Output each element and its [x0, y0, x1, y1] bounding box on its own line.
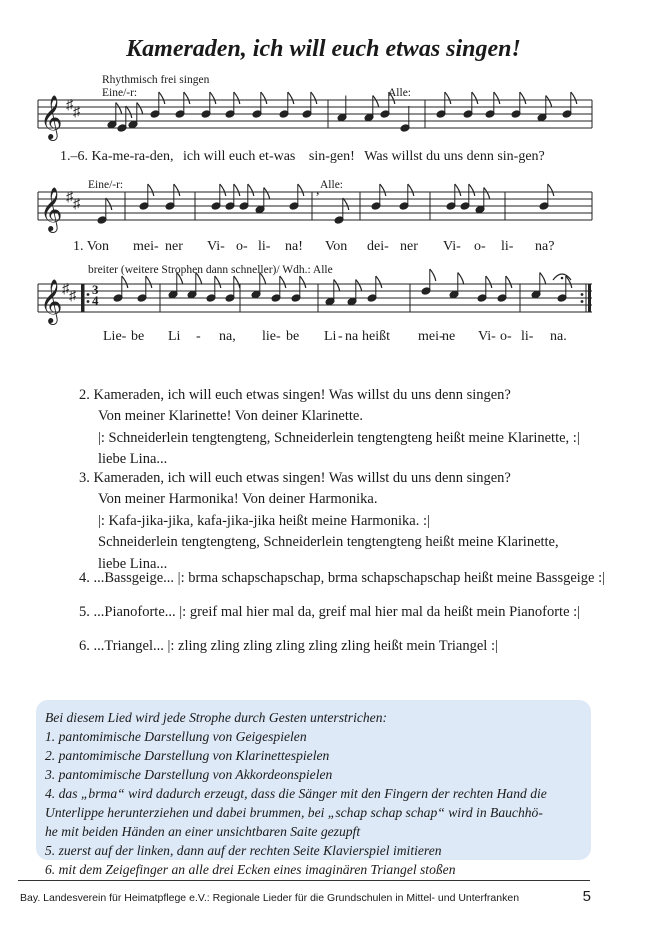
- note-flag: [469, 184, 475, 196]
- note-flag: [430, 269, 436, 281]
- notes-item: 1. pantomimische Darstellung von Geigespielen: [45, 729, 307, 744]
- lyric-2-9: dei-: [367, 239, 389, 254]
- lyric-3-14: Vi-: [478, 329, 496, 344]
- lyric-2-6: li-: [258, 239, 271, 254]
- tempo-marking: Rhythmisch frei singen: [102, 74, 210, 86]
- note-flag: [300, 276, 306, 288]
- note-flag: [248, 184, 254, 196]
- notes-item: 4. das „brma“ wird dadurch erzeugt, dass die Sänger mit den Fingern der rechten Hand die: [45, 786, 547, 801]
- music-staff-2: [0, 182, 647, 242]
- svg-text:,: ,: [316, 183, 320, 198]
- note-flag: [380, 184, 386, 196]
- note-flag: [376, 276, 382, 288]
- lyric-1: 1.–6. Ka-me-ra-den,: [60, 149, 174, 164]
- lyric-3-10: na: [345, 329, 359, 344]
- note-flag: [264, 188, 270, 200]
- lyric-8: willst: [391, 149, 423, 164]
- note-flag: [356, 280, 362, 292]
- svg-text:𝄞: 𝄞: [40, 187, 63, 231]
- note-flag: [220, 184, 226, 196]
- stanza-line: liebe Lina...: [98, 451, 168, 468]
- svg-text:𝄞: 𝄞: [40, 279, 63, 323]
- lyric-3-1: Lie-: [103, 329, 127, 344]
- time-sig-top: 3: [92, 282, 99, 297]
- note-flag: [540, 273, 546, 285]
- note-flag: [260, 273, 266, 285]
- note-flag: [106, 198, 112, 210]
- note-flag: [408, 184, 414, 196]
- note-flag: [210, 92, 216, 104]
- note-flag: [215, 276, 221, 288]
- notes-item: 3. pantomimische Darstellung von Akkordeonspielen: [45, 767, 333, 782]
- svg-text:♯: ♯: [73, 105, 80, 120]
- note-flag: [288, 92, 294, 104]
- stanza-line: Von meiner Klarinette! Von deiner Klarinette.: [98, 408, 363, 425]
- lyric-3-6: lie-: [262, 329, 281, 344]
- notes-item: 5. zuerst auf der linken, dann auf der rechten Seite Klavierspiel imitieren: [45, 843, 442, 858]
- lyric-5: et-was: [258, 149, 296, 164]
- note-flag: [280, 276, 286, 288]
- lyric-3-3: Li: [168, 329, 181, 344]
- note-flag: [455, 184, 461, 196]
- lyric-3-4: -: [196, 329, 201, 344]
- stanza-line: Von meiner Harmonika! Von deiner Harmonika.: [98, 491, 378, 508]
- lyric-4: euch: [228, 149, 256, 164]
- tutti-marking-2: Alle:: [320, 179, 343, 191]
- lyric-2-2: mei-: [133, 239, 159, 254]
- lyric-2-10: ner: [400, 239, 418, 254]
- footer-divider: [18, 880, 590, 881]
- lyric-3-8: Li: [324, 329, 337, 344]
- solo-marking-2: Eine/-r:: [88, 179, 124, 191]
- lyric-2-13: li-: [501, 239, 514, 254]
- lyric-3-12: mei-: [418, 329, 444, 344]
- note-flag: [137, 103, 143, 115]
- lyric-2-3: ner: [165, 239, 183, 254]
- lyric-2-14: na?: [535, 239, 555, 254]
- notes-item: 2. pantomimische Darstellung von Klarinettespielen: [45, 748, 330, 763]
- note-flag: [122, 276, 128, 288]
- note-flag: [298, 184, 304, 196]
- note-flag: [494, 92, 500, 104]
- note-flag: [116, 103, 122, 115]
- note-flag: [445, 92, 451, 104]
- note-flag: [334, 280, 340, 292]
- note-flag: [234, 184, 240, 196]
- lyric-2-8: Von: [325, 239, 348, 254]
- note-flag: [486, 276, 492, 288]
- lyric-2-5: o-: [236, 239, 248, 254]
- note-flag: [148, 184, 154, 196]
- svg-text:𝄞: 𝄞: [40, 95, 63, 139]
- lyric-3-2: be: [131, 329, 145, 344]
- note-flag: [389, 92, 395, 104]
- note-flag: [458, 273, 464, 285]
- svg-text:♯: ♯: [62, 282, 69, 297]
- notes-heading: Bei diesem Lied wird jede Strophe durch Gesten unterstrichen:: [45, 710, 388, 725]
- stanza-line: liebe Lina...: [98, 555, 168, 572]
- lyric-3-17: na.: [550, 329, 567, 344]
- stanza-line: 2. Kameraden, ich will euch etwas singen! Was willst du uns denn singen?: [79, 387, 511, 403]
- lyric-10: uns: [443, 149, 464, 164]
- stanza-line: 3. Kameraden, ich will euch etwas singen! Was willst du uns denn singen?: [79, 470, 511, 486]
- solo-marking: Eine/-r:: [102, 87, 138, 99]
- stanza-2: [79, 385, 580, 471]
- gesture-notes-text: [45, 708, 547, 879]
- lyric-3-15: o-: [500, 329, 512, 344]
- lyric-7: Was: [364, 149, 389, 164]
- svg-text:♯: ♯: [69, 289, 76, 304]
- tutti-marking: Alle:: [388, 87, 411, 99]
- lyric-3-5: na,: [219, 329, 236, 344]
- note-flag: [343, 198, 349, 210]
- note-flag: [174, 184, 180, 196]
- song-title: Kameraden, ich will euch etwas singen!: [126, 36, 521, 62]
- note-flag: [472, 92, 478, 104]
- note-flag: [196, 273, 202, 285]
- stanza-5: 5. ...Pianoforte... |: greif mal hier mal da, greif mal hier mal da heißt mein Pianoforte :|: [79, 604, 581, 620]
- music-staff-1: [0, 90, 647, 150]
- note-flag: [234, 92, 240, 104]
- note-flag: [177, 273, 183, 285]
- lyric-11: denn: [466, 149, 494, 164]
- note-flag: [506, 276, 512, 288]
- stanza-line: |: Kafa-jika-jika, kafa-jika-jika heißt meine Harmonika. :|: [98, 512, 430, 529]
- lyric-3-13: ne: [442, 329, 456, 344]
- footer-text: Bay. Landesverein für Heimatpflege e.V.: Regionale Lieder für die Grundschulen in Mittel- und Unterfranken: [20, 892, 520, 904]
- stanza-4: 4. ...Bassgeige... |: brma schapschapschap, brma schapschapschap heißt meine Bassgeige :|: [79, 570, 606, 586]
- lyric-12: sin-gen?: [497, 149, 545, 164]
- note-flag: [373, 96, 379, 108]
- time-signature: [92, 284, 99, 306]
- stanza-line: |: Schneiderlein tengtengteng, Schneiderlein tengtengteng heißt meine Klarinette, :|: [98, 429, 580, 446]
- stanza-line: Schneiderlein tengtengteng, Schneiderlein tengtengteng heißt meine Klarinette,: [98, 534, 559, 551]
- note-flag: [520, 92, 526, 104]
- svg-text:♯: ♯: [66, 190, 73, 205]
- lyric-2-11: Vi-: [443, 239, 461, 254]
- note-flag: [484, 188, 490, 200]
- note-flag: [184, 92, 190, 104]
- note-flag: [126, 106, 132, 118]
- lyric-2-1: 1. Von: [73, 239, 110, 254]
- lyric-9: du: [426, 149, 441, 164]
- note-flag: [311, 92, 317, 104]
- lyric-3-7: be: [286, 329, 300, 344]
- svg-text:♯: ♯: [66, 98, 73, 113]
- lyrics-line-1: [60, 149, 545, 165]
- lyric-3-11: heißt: [362, 329, 390, 344]
- notes-item: 6. mit dem Zeigefinger an alle drei Ecken eines imaginären Triangel stoßen: [45, 862, 456, 877]
- page-number: 5: [582, 888, 591, 905]
- notes-item: Unterlippe herunterziehen und dabei brummen, bei „schap schap schap“ wird in Bauchhö-: [45, 805, 543, 820]
- note-flag: [571, 92, 577, 104]
- lyric-6: sin-gen!: [308, 149, 355, 164]
- note-flag: [159, 92, 165, 104]
- stanza-6: 6. ...Triangel... |: zling zling zling zling zling zling heißt mein Triangel :|: [79, 638, 498, 654]
- tempo-direction: breiter (weitere Strophen dann schneller)/ Wdh.: Alle: [88, 264, 333, 276]
- svg-text:♯: ♯: [73, 197, 80, 212]
- time-sig-bottom: 4: [92, 293, 99, 308]
- note-flag: [261, 92, 267, 104]
- stanza-3: [79, 468, 559, 575]
- note-flag: [234, 276, 240, 288]
- note-flag: [546, 96, 552, 108]
- lyric-2-7: na!: [285, 239, 303, 254]
- note-flag: [146, 276, 152, 288]
- lyric-3-9: -: [338, 329, 343, 344]
- note-flag: [548, 184, 554, 196]
- lyric-3-16: li-: [521, 329, 534, 344]
- lyric-2: ich: [183, 149, 201, 164]
- lyric-2-4: Vi-: [207, 239, 225, 254]
- notes-item: he mit beiden Händen an einer unsichtbaren Saite gezupft: [45, 824, 361, 839]
- lyrics-line-3: [0, 329, 647, 349]
- lyrics-line-2: [0, 239, 647, 259]
- lyric-3: will: [203, 149, 226, 164]
- lyric-2-12: o-: [474, 239, 486, 254]
